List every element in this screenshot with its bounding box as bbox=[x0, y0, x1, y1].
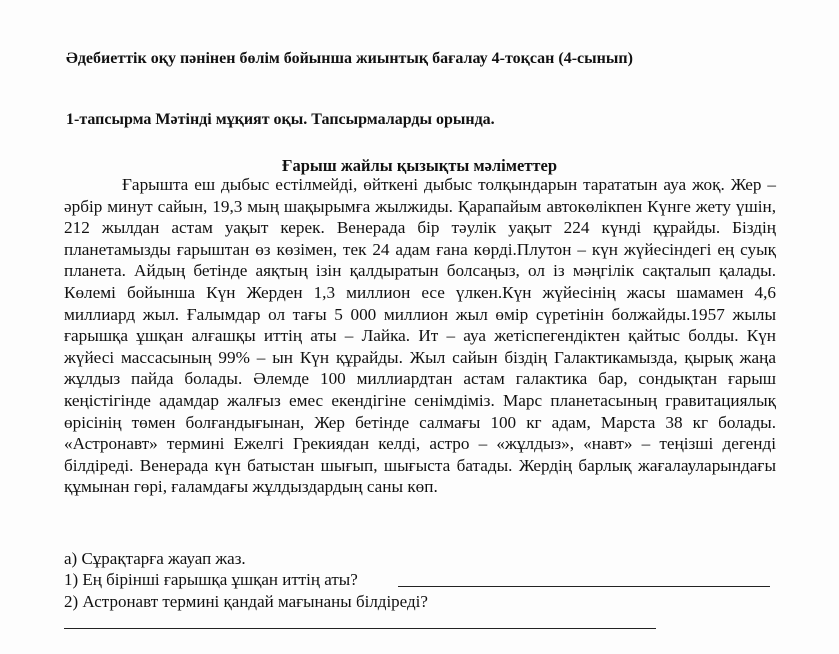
answer-line-2[interactable] bbox=[64, 628, 656, 629]
answer-line-1[interactable] bbox=[398, 586, 770, 587]
reading-text-title: Ғарыш жайлы қызықты мәліметтер bbox=[281, 156, 558, 175]
reading-text-body: Ғарышта еш дыбыс естілмейді, өйткені дыбыс толқындарын тарататын ауа жоқ. Жер – әрбір минут сайын, 19,3 мың шақырымға жылжиды. Қарапайым автокөлікпен Күнге жету үшін, 212 жылдан астам уақыт керек. Венерада бір тәулік уақыт 224 күнді құрайды. Біздің планетамызды ғарыштан өз көзімен, тек 24 адам ғана көрді.Плутон – күн жүйесіндегі ең суық планета. Айдың бетінде аяқтың ізін қалдыратын болсаңыз, ол із мәңгілік сақталып қалады. Көлемі бойынша Күн Жерден 1,3 миллион есе үлкен.Күн жүйесінің жасы шамамен 4,6 миллиард жыл. Ғалымдар ол тағы 5 000 миллион жыл өмір сүретінін болжайды.1957 жылы ғарышқа ұшқан алғашқы иттің аты – Лайка. Ит – ауа жетіспегендіктен қайтыс болды. Күн жүйесі массасының 99% – ын Күн құрайды. Жыл сайын біздің Галактикамызда, қырық жаңа жұлдыз пайда болады. Әлемде 100 миллиардтан астам галактика бар, сондықтан ғарыш кеңістігінде адамдар жалғыз емес екендігіне сенімдіміз. Марс планетасының гравитациялық өрісінің төмен болғандығынан, Жер бетінде салмағы 100 кг адам, Марста 38 кг болады. «Астронавт» термині Ежелгі Грекиядан келді, астро – «жұлдыз», «навт» – теңізші дегенді білдіреді. Венерада күн батыстан шығып, шығыста батады. Жердің барлық жағалауларындағы құмынан гөрі, ғаламдағы жұлдыздардың саны көп. bbox=[64, 175, 776, 497]
question-2: 2) Астронавт термині қандай мағынаны білдіреді? bbox=[64, 592, 428, 611]
question-1: 1) Ең бірінші ғарышқа ұшқан иттің аты? bbox=[64, 570, 358, 589]
assessment-header: Әдебиеттік оқу пәнінен бөлім бойынша жиынтық бағалау 4-тоқсан (4-сынып) bbox=[66, 50, 633, 67]
task-instruction: 1-тапсырма Мәтінді мұқият оқы. Тапсырмаларды орында. bbox=[66, 111, 495, 128]
questions-section-label: а) Сұрақтарға жауап жаз. bbox=[64, 549, 246, 568]
